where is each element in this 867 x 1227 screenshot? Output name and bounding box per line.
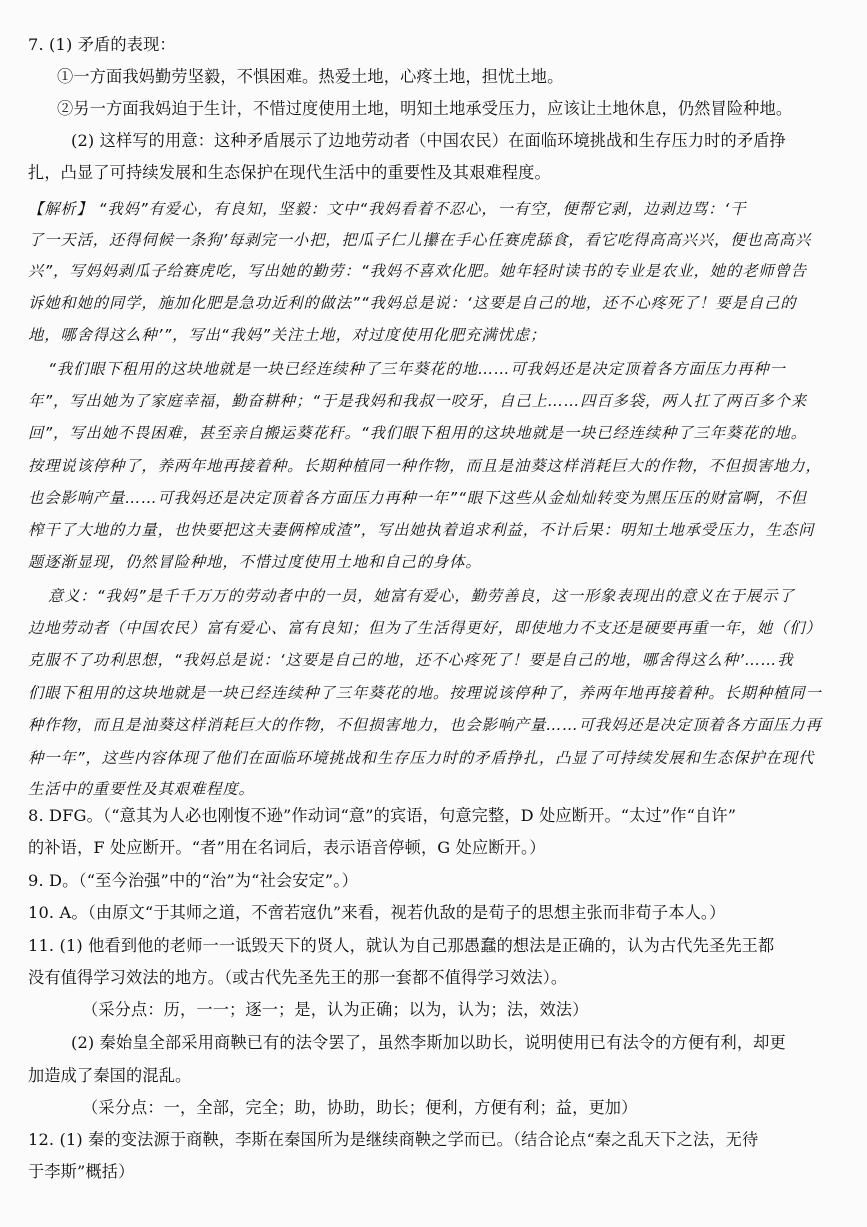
q7-heading: 7. (1) 矛盾的表现： bbox=[28, 35, 176, 54]
q11-part2-line-1: (2) 秦始皇全部采用商鞅已有的法令罢了，虽然李斯加以助长，说明使用已有法令的方便有利，却更 bbox=[71, 1033, 786, 1052]
meaning-line-2: 边地劳动者（中国农民）富有爱心、富有良知；但为了生活得更好，即使地力不支还是硬要再重一年，她（们） bbox=[28, 619, 822, 637]
analysis-line-11: 榨干了大地的力量，也快要把这夫妻俩榨成渣”，写出她执着追求利益，不计后果：明知土地承受压力，生态问 bbox=[28, 521, 815, 539]
analysis-line-12: 题逐渐显现，仍然冒险种地，不惜过度使用土地和自己的身体。 bbox=[28, 553, 482, 571]
q7-point-1: ①一方面我妈勤劳坚毅，不惧困难。热爱土地，心疼土地，担忧土地。 bbox=[57, 67, 564, 86]
q10-answer: 10. A。（由原文“于其师之道，不啻若寇仇”来看，视若仇敌的是荀子的思想主张而非荀子本人。） bbox=[28, 903, 726, 922]
q8-line-2: 的补语，F 处应断开。“者”用在名词后，表示语音停顿，G 处应断开。） bbox=[28, 838, 546, 857]
q7-part2-line-2: 扎，凸显了可持续发展和生态保护在现代生活中的重要性及其艰难程度。 bbox=[28, 163, 551, 182]
q11-part1-line-2: 没有值得学习效法的地方。（或古代先圣先王的那一套都不值得学习效法）。 bbox=[28, 968, 568, 987]
q12-line-1: 12. (1) 秦的变法源于商鞅，李斯在秦国所为是继续商鞅之学而已。（结合论点“秦之乱天下之法，无待 bbox=[28, 1130, 759, 1149]
q11-scoring-1: （采分点：历，一一；逐一；是，认为正确；以为，认为；法，效法） bbox=[82, 1000, 589, 1019]
analysis-line-7: 年”，写出她为了家庭幸福，勤奋耕种；“于是我妈和我叔一咬牙，自己上……四百多袋，两人扛了两百多个来 bbox=[28, 392, 807, 410]
analysis-line-9: 按理说该停种了，养两年地再接着种。长期种植同一种作物，而且是油葵这样消耗巨大的作物，不但损害地力， bbox=[28, 457, 822, 475]
q11-part1-line-1: 11. (1) 他看到他的老师一一诋毁天下的贤人，就认为自己那愚蠢的想法是正确的，认为古代先圣先王都 bbox=[28, 936, 775, 955]
meaning-line-4: 们眼下租用的这块地就是一块已经连续种了三年葵花的地。按理说该停种了，养两年地再接着种。长期种植同一 bbox=[28, 684, 822, 702]
q7-part2-line-1: (2) 这样写的用意：这种矛盾展示了边地劳动者（中国农民）在面临环境挑战和生存压力时的矛盾挣 bbox=[71, 131, 786, 150]
analysis-line-2: 了一天活，还得伺候一条狗’每剥完一小把，把瓜子仁儿攥在手心任赛虎舔食，看它吃得高高兴兴，便也高高兴 bbox=[28, 231, 812, 249]
analysis-line-6: “我们眼下租用的这块地就是一块已经连续种了三年葵花的地……可我妈还是决定顶着各方面压力再种一 bbox=[48, 360, 786, 378]
analysis-line-5: 地，哪舍得这么种’”，写出“我妈”关注土地，对过度使用化肥充满忧虑； bbox=[28, 326, 547, 344]
q11-scoring-2: （采分点：一，全部，完全；助，协助，助长；便利，方便有利；益，更加） bbox=[82, 1098, 638, 1117]
analysis-line-1: 【解析】 “我妈”有爱心，有良知，坚毅：文中“我妈看着不忍心，一有空，便帮它剥，边剥边骂：‘干 bbox=[28, 200, 747, 218]
q9-answer: 9. D。（“至今治强”中的“治”为“社会安定”。） bbox=[28, 871, 358, 890]
analysis-line-8: 回”，写出她不畏困难，甚至亲自搬运葵花秆。“我们眼下租用的这块地就是一块已经连续种了三年葵花的地。 bbox=[28, 424, 807, 442]
q7-point-2: ②另一方面我妈迫于生计，不惜过度使用土地，明知土地承受压力，应该让土地休息，仍然冒险种地。 bbox=[57, 99, 793, 118]
meaning-line-1: 意义：“我妈”是千千万万的劳动者中的一员，她富有爱心，勤劳善良，这一形象表现出的意义在于展示了 bbox=[48, 587, 795, 605]
analysis-line-4: 诉她和她的同学，施加化肥是急功近利的做法”“我妈总是说：‘这要是自己的地，还不心疼死了！要是自己的 bbox=[28, 294, 797, 312]
q11-part2-line-2: 加造成了秦国的混乱。 bbox=[28, 1066, 192, 1085]
meaning-line-6: 种一年”，这些内容体现了他们在面临环境挑战和生存压力时的矛盾挣扎，凸显了可持续发展和生态保护在现代 bbox=[28, 749, 815, 767]
analysis-line-3: 兴”，写妈妈剥瓜子给赛虎吃，写出她的勤劳：“我妈不喜欢化肥。她年轻时读书的专业是农业，她的老师曾告 bbox=[28, 262, 807, 280]
meaning-line-3: 克服不了功利思想，“我妈总是说：‘这要是自己的地，还不心疼死了！要是自己的地，哪舍得这么种’……我 bbox=[28, 651, 794, 669]
meaning-line-7: 生活中的重要性及其艰难程度。 bbox=[28, 780, 255, 798]
q8-line-1: 8. DFG。（“意其为人必也刚愎不逊”作动词“意”的宾语，句意完整，D 处应断开。“太过”作“自许” bbox=[28, 806, 737, 825]
analysis-line-10: 也会影响产量……可我妈还是决定顶着各方面压力再种一年”“眼下这些从金灿灿转变为黑压压的财富啊，不但 bbox=[28, 489, 807, 507]
meaning-line-5: 种作物，而且是油葵这样消耗巨大的作物，不但损害地力，也会影响产量……可我妈还是决定顶着各方面压力再 bbox=[28, 716, 822, 734]
q12-line-2: 于李斯”概括） bbox=[28, 1162, 135, 1181]
